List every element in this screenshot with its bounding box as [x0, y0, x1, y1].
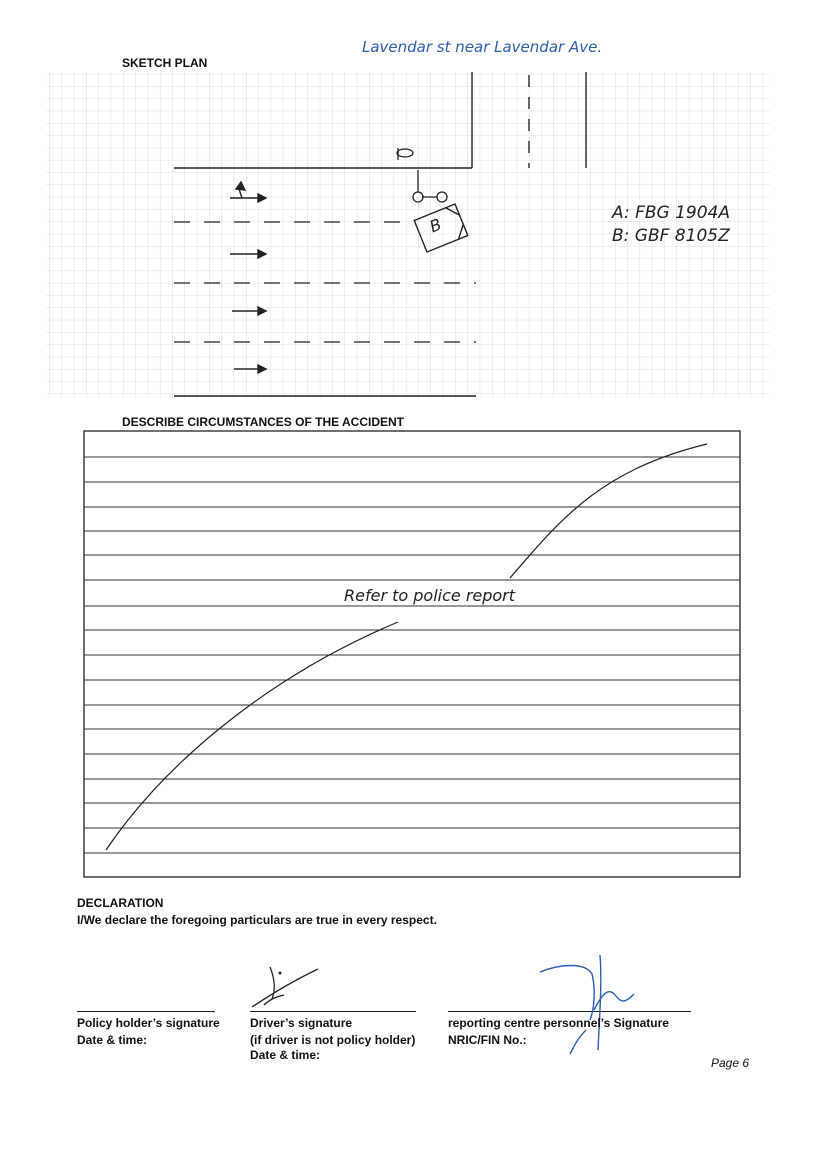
strike-through-strokes: [106, 444, 707, 850]
personnel-id-text: NRIC/FIN No.:: [448, 1033, 527, 1047]
driver-signature: [240, 955, 330, 1015]
policy-holder-signature-label: [77, 1015, 220, 1049]
personnel-signature-text: reporting centre personnel’s Signature: [448, 1016, 669, 1030]
personnel-signature-label: [448, 1015, 669, 1049]
location-note: Lavendar st near Lavendar Ave.: [362, 38, 603, 56]
circumstances-handwritten: Refer to police report: [344, 586, 516, 605]
sketch-plan-title: SKETCH PLAN: [122, 56, 208, 70]
policy-holder-signature-text: Policy holder’s signature: [77, 1016, 220, 1030]
vehicle-b-plate: B: GBF 8105Z: [612, 226, 730, 246]
vehicle-a-plate: A: FBG 1904A: [612, 203, 730, 223]
driver-signature-label: [250, 1015, 415, 1062]
driver-signature-text: Driver’s signature: [250, 1016, 353, 1030]
declaration-title: DECLARATION: [77, 896, 164, 910]
page-number: Page 6: [711, 1056, 750, 1070]
circumstances-title: DESCRIBE CIRCUMSTANCES OF THE ACCIDENT: [122, 415, 405, 429]
driver-note-text: (if driver is not policy holder): [250, 1033, 416, 1047]
driver-date-text: Date & time:: [250, 1048, 321, 1062]
policy-holder-date-text: Date & time:: [77, 1033, 148, 1047]
vehicle-b-box-label: B: [426, 214, 445, 237]
declaration-text: I/We declare the foregoing particulars are true in every respect.: [77, 913, 437, 927]
policy-holder-signature-line: [77, 1011, 215, 1012]
